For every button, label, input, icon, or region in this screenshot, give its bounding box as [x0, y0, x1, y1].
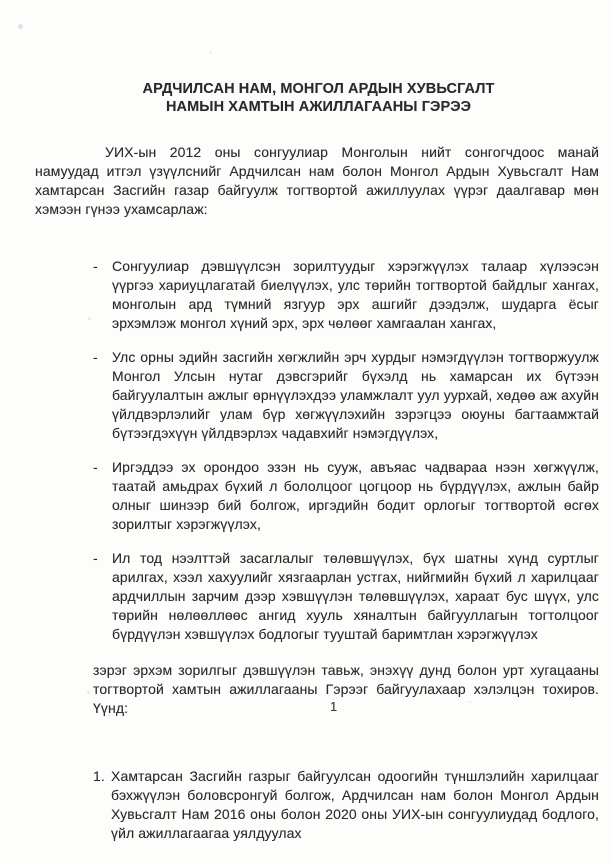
- bullet-text: Иргэддээ эх орондоо эзэн нь сууж, авъяас чадвараа нээн хөгжүүлж, таатай амьдрах бүхий л бололцоог цогцоор нь бүрдүүлэх, ажлын байр олныг шинээр бий болгож, иргэдийн бодит орлогыг тогтвортой өсгөх зорилтыг хэрэгжүүлэх,: [112, 459, 599, 532]
- goal-bullet-list: [93, 257, 599, 644]
- bullet-dash: -: [93, 459, 98, 475]
- bullet-text: Сонгуулиар дэвшүүлсэн зорилтуудыг хэрэгжүүлэх талаар хүлээсэн үүргээ хариуцлагатай биелүүлэх, улс төрийн тогтвортой байдлыг хангах, монголын ард түмний язгуур эрх ашгийг дээдэлж, шударга ёсыг эрхэмлэж монгол хүний эрх, эрх чөлөөг хамгаалан хангах,: [112, 258, 599, 331]
- document-title-line-2: НАМЫН ХАМТЫН АЖИЛЛАГААНЫ ГЭРЭЭ: [165, 99, 472, 115]
- closing-paragraph: зэрэг эрхэм зорилгыг дэвшүүлэн тавьж, энэхүү дунд болон урт хугацааны тогтвортой хамтын ажиллагааны Гэрээг байгуулахаар хэлэлцэн тохиров. Үүнд:: [93, 662, 599, 716]
- list-item: [93, 458, 599, 534]
- document-title-line-1: АРДЧИЛСАН НАМ, МОНГОЛ АРДЫН ХУВЬСГАЛТ: [142, 81, 495, 97]
- scan-speck: [468, 701, 472, 703]
- list-item: [93, 348, 599, 443]
- item-text: Хамтарсан Засгийн газрыг байгуулсан одоогийн түншлэлийн харилцааг бэхжүүлэн боловсронгуй болгож, Ардчилсан нам болон Монгол Ардын Хувьсгалт Нам 2016 оны болон 2020 оны УИХ-ын сонгуулиудад бодлого, үйл ажиллагаагаа уялдуулах: [111, 768, 599, 841]
- item-number: 1.: [93, 768, 105, 784]
- list-item: [93, 257, 599, 333]
- bullet-text: Ил тод нээлттэй засаглалыг төлөвшүүлэх, бүх шатны хүнд суртлыг арилгах, хээл хахуулийг хязгаарлан устгах, нийгмийн бүхий л харилцааг ардчиллын зарчим дээр хэвшүүлэн төлөвшүүлэх, хараат бус шүүх, улс төрийн нөлөөллөөс ангид хууль хяналтын байгууллагын тогтолцоог бүрдүүлэн хэвшүүлэх бодлогыг тууштай баримтлан хэрэгжүүлэх: [112, 550, 599, 642]
- list-item: [93, 549, 599, 644]
- bullet-text: Улс орны эдийн засгийн хөгжлийн эрч хурдыг нэмэгдүүлэн тогтворжуулж Монгол Улсын нутаг дэвсгэрийг бүхэлд нь хамарсан их бүтээн байгуулалтын ажлыг өрнүүлэхдээ уламжлалт уул уурхай, хөдөө аж ахуйн үйлдвэрлэлийг улам бүр хөгжүүлэхийн зэрэгцээ оюуны багтаамжтай бүтээгдэхүүн үйлдвэрлэх чадавхийг нэмэгдүүлэх,: [112, 349, 599, 441]
- document-title: [0, 80, 611, 116]
- intro-paragraph: УИХ-ын 2012 оны сонгуулиар Монголын нийт сонгогчдоос манай намуудад итгэл үзүүлснийг Ардчилсан нам болон Монгол Ардын Хувьсгалт Нам хамтарсан Засгийн газар байгуулж тогтвортой ажиллуулах үүрэг даалгавар мөн хэмээн гүнээ ухамсарлаж:: [35, 144, 599, 217]
- numbered-list: [93, 767, 599, 843]
- scan-speck: [209, 51, 212, 54]
- bullet-dash: -: [93, 258, 98, 274]
- bullet-dash: -: [93, 550, 98, 566]
- page-number: 1: [330, 699, 338, 714]
- scan-speck: [88, 317, 91, 320]
- list-item: [93, 767, 599, 843]
- scan-speck: [87, 691, 90, 694]
- scan-speck: [18, 24, 23, 29]
- bullet-dash: -: [93, 349, 98, 365]
